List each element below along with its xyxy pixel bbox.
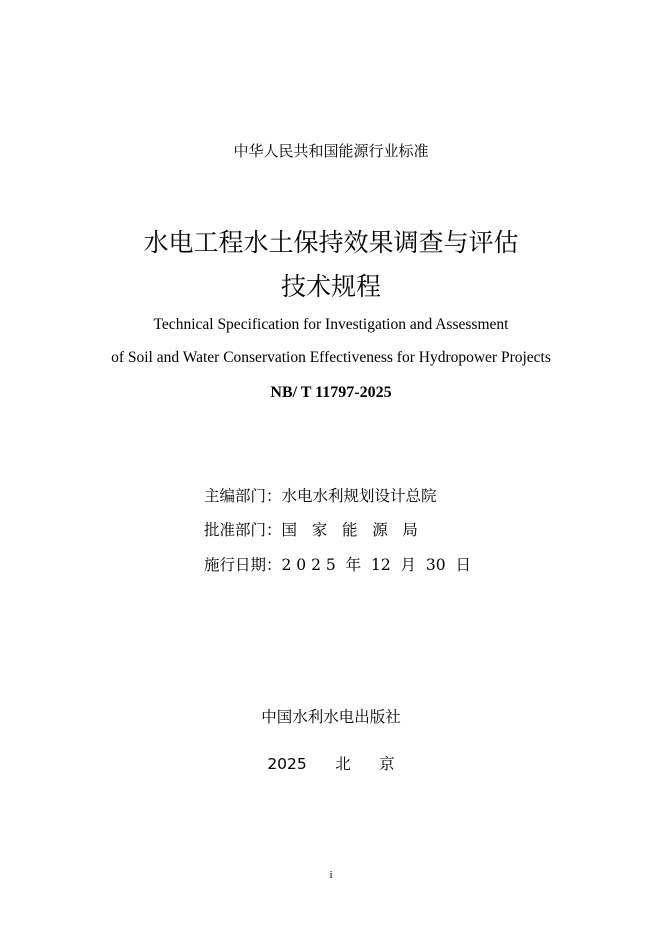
english-title-line-2: of Soil and Water Conservation Effectiveness for Hydropower Projects <box>111 349 551 366</box>
approver-row <box>204 519 433 541</box>
standard-number: NB/ T 11797-2025 <box>270 384 392 401</box>
editor-value: 水电水利规划设计总院 <box>281 487 437 505</box>
page-number: i <box>329 869 333 881</box>
effective-date-row <box>204 554 471 576</box>
english-title-line-1: Technical Specification for Investigation and Assessment <box>153 316 509 333</box>
publication-place-year: 2025 北 京 <box>267 755 395 773</box>
publisher: 中国水利水电出版社 <box>261 708 401 726</box>
standard-category: 中华人民共和国能源行业标准 <box>233 142 429 160</box>
title-line-2: 技术规程 <box>280 272 381 301</box>
editor-row <box>204 485 437 507</box>
editor-label: 主编部门： <box>204 487 282 505</box>
title-line-1: 水电工程水土保持效果调查与评估 <box>143 228 519 257</box>
approver-value: 国家能源局 <box>281 521 433 539</box>
effective-date-value: 2 0 2 5 年 12 月 30 日 <box>281 556 471 574</box>
approver-label: 批准部门： <box>204 521 282 539</box>
effective-date-label: 施行日期： <box>204 556 282 574</box>
